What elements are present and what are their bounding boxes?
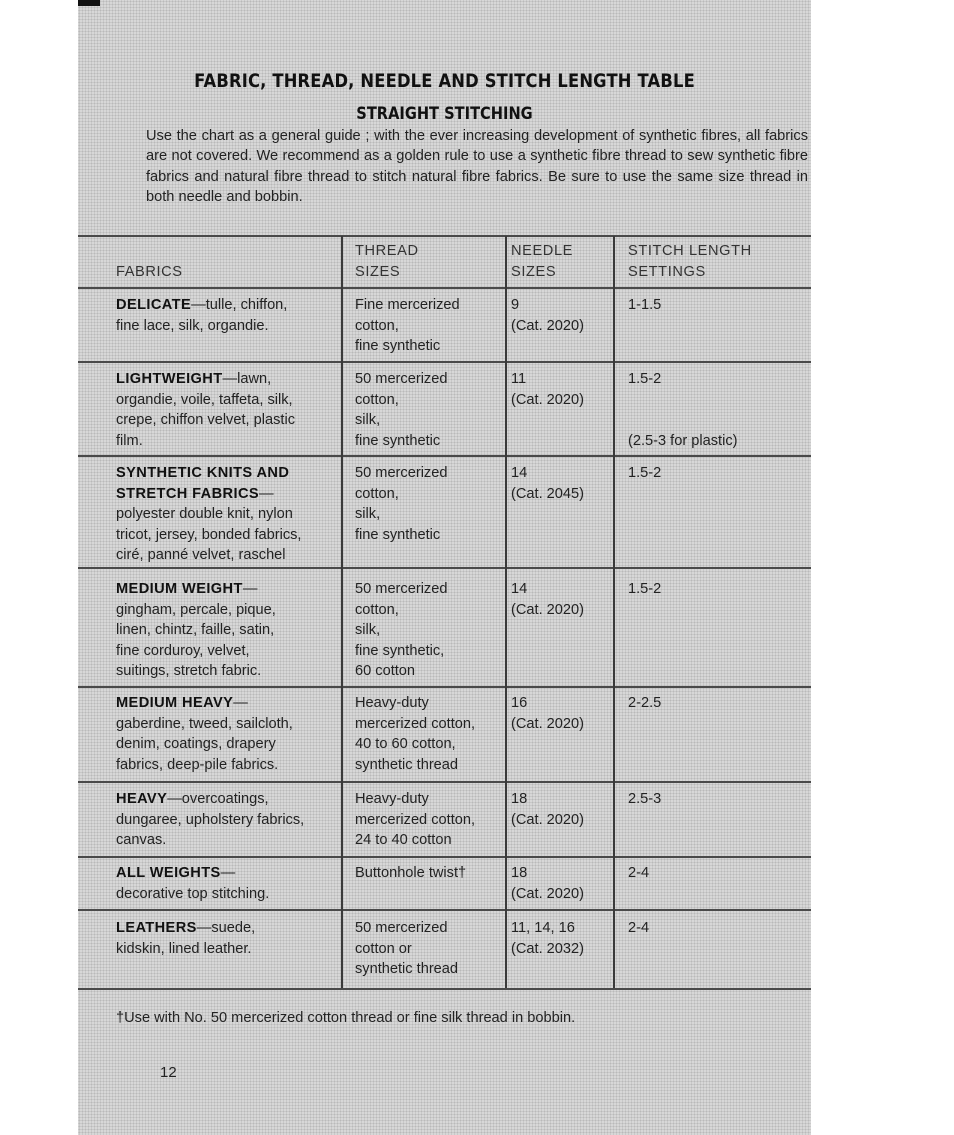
needle-size: 9 (Cat. 2020) bbox=[511, 297, 585, 334]
fabric-description: —lawn, organdie, voile, taffeta, silk, crepe, chiffon velvet, plastic film. bbox=[116, 371, 296, 449]
needle-size: 14 (Cat. 2020) bbox=[511, 581, 585, 618]
stitch-length: 1-1.5 bbox=[628, 297, 662, 313]
header-stitch-length: STITCH LENGTH SETTINGS bbox=[628, 243, 752, 280]
stitch-length: 1.5-2 (2.5-3 for plastic) bbox=[628, 371, 738, 449]
thread-size: 50 mercerized cotton or synthetic thread bbox=[355, 920, 459, 977]
stitch-length: 2-2.5 bbox=[628, 695, 662, 711]
stitch-length: 2-4 bbox=[628, 920, 650, 936]
page-subtitle: STRAIGHT STITCHING bbox=[356, 104, 533, 124]
table-row-fabric bbox=[116, 693, 293, 775]
row-rule bbox=[78, 361, 811, 363]
fabric-description: — gingham, percale, pique, linen, chintz, faille, satin, fine corduroy, velvet, suitings, stretch fabric. bbox=[116, 581, 276, 679]
row-rule bbox=[78, 909, 811, 911]
header-thread-sizes: THREAD SIZES bbox=[355, 243, 419, 280]
fabric-description: — gaberdine, tweed, sailcloth, denim, coatings, drapery fabrics, deep-pile fabrics. bbox=[116, 695, 293, 773]
stitch-length: 2.5-3 bbox=[628, 791, 662, 807]
column-divider bbox=[341, 236, 343, 988]
fabric-name: LIGHTWEIGHT bbox=[116, 371, 223, 387]
needle-size: 11, 14, 16 (Cat. 2032) bbox=[511, 920, 585, 957]
row-rule bbox=[78, 856, 811, 858]
stitch-length: 1.5-2 bbox=[628, 465, 662, 481]
corner-mark bbox=[78, 0, 100, 6]
column-divider bbox=[613, 236, 615, 988]
intro-paragraph: Use the chart as a general guide ; with the ever increasing development of synthetic fibres, all fabrics are not covered. We recommend as a golden rule to use a synthetic fibre thread to sew synthetic fibre fabrics and natural fibre thread to stitch natural fibre fabrics. Be sure to use the same size thread in both needle and bobbin. bbox=[146, 128, 808, 206]
needle-size: 11 (Cat. 2020) bbox=[511, 371, 585, 408]
table-row-fabric bbox=[116, 918, 255, 959]
page-number: 12 bbox=[160, 1064, 177, 1081]
table-row-fabric bbox=[116, 369, 295, 451]
row-rule bbox=[78, 686, 811, 688]
table-bottom-rule bbox=[78, 988, 811, 990]
fabric-description: —suede, kidskin, lined leather. bbox=[116, 920, 256, 957]
row-rule bbox=[78, 455, 811, 457]
needle-size: 18 (Cat. 2020) bbox=[511, 865, 585, 902]
row-rule bbox=[78, 567, 811, 569]
fabric-name: SYNTHETIC KNITS AND STRETCH FABRICS bbox=[116, 465, 290, 502]
footnote: †Use with No. 50 mercerized cotton thread or fine silk thread in bobbin. bbox=[116, 1010, 576, 1026]
needle-size: 18 (Cat. 2020) bbox=[511, 791, 585, 828]
stitch-length: 2-4 bbox=[628, 865, 650, 881]
table-row-fabric bbox=[116, 463, 301, 566]
thread-size: 50 mercerized cotton, silk, fine synthetic bbox=[355, 465, 448, 543]
table-top-rule bbox=[78, 235, 811, 237]
thread-size: 50 mercerized cotton, silk, fine synthetic bbox=[355, 371, 448, 449]
page-title: FABRIC, THREAD, NEEDLE AND STITCH LENGTH TABLE bbox=[194, 70, 695, 92]
header-fabrics: FABRICS bbox=[116, 264, 183, 280]
row-rule bbox=[78, 781, 811, 783]
column-divider bbox=[505, 236, 507, 988]
fabric-description: — decorative top stitching. bbox=[116, 865, 270, 902]
thread-size: Fine mercerized cotton, fine synthetic bbox=[355, 297, 460, 354]
fabric-description: —tulle, chiffon, fine lace, silk, organdie. bbox=[116, 297, 288, 334]
stitch-length: 1.5-2 bbox=[628, 581, 662, 597]
needle-size: 14 (Cat. 2045) bbox=[511, 465, 585, 502]
fabric-name: MEDIUM WEIGHT bbox=[116, 581, 243, 597]
thread-size: Buttonhole twist† bbox=[355, 865, 467, 881]
fabric-description: — polyester double knit, nylon tricot, jersey, bonded fabrics, ciré, panné velvet, raschel bbox=[116, 485, 302, 563]
thread-size: Heavy-duty mercerized cotton, 40 to 60 cotton, synthetic thread bbox=[355, 695, 476, 773]
thread-size: Heavy-duty mercerized cotton, 24 to 40 cotton bbox=[355, 791, 476, 848]
fabric-description: —overcoatings, dungaree, upholstery fabrics, canvas. bbox=[116, 791, 305, 848]
table-row-fabric bbox=[116, 863, 269, 904]
fabric-name: DELICATE bbox=[116, 297, 192, 313]
header-needle-sizes: NEEDLE SIZES bbox=[511, 243, 573, 280]
table-row-fabric bbox=[116, 295, 287, 336]
table-row-fabric bbox=[116, 789, 304, 851]
fabric-name: ALL WEIGHTS bbox=[116, 865, 221, 881]
header-rule bbox=[78, 287, 811, 289]
fabric-name: HEAVY bbox=[116, 791, 168, 807]
fabric-name: LEATHERS bbox=[116, 920, 197, 936]
manual-page bbox=[78, 0, 811, 1135]
thread-size: 50 mercerized cotton, silk, fine synthetic, 60 cotton bbox=[355, 581, 448, 679]
table-row-fabric bbox=[116, 579, 276, 682]
fabric-name: MEDIUM HEAVY bbox=[116, 695, 234, 711]
needle-size: 16 (Cat. 2020) bbox=[511, 695, 585, 732]
